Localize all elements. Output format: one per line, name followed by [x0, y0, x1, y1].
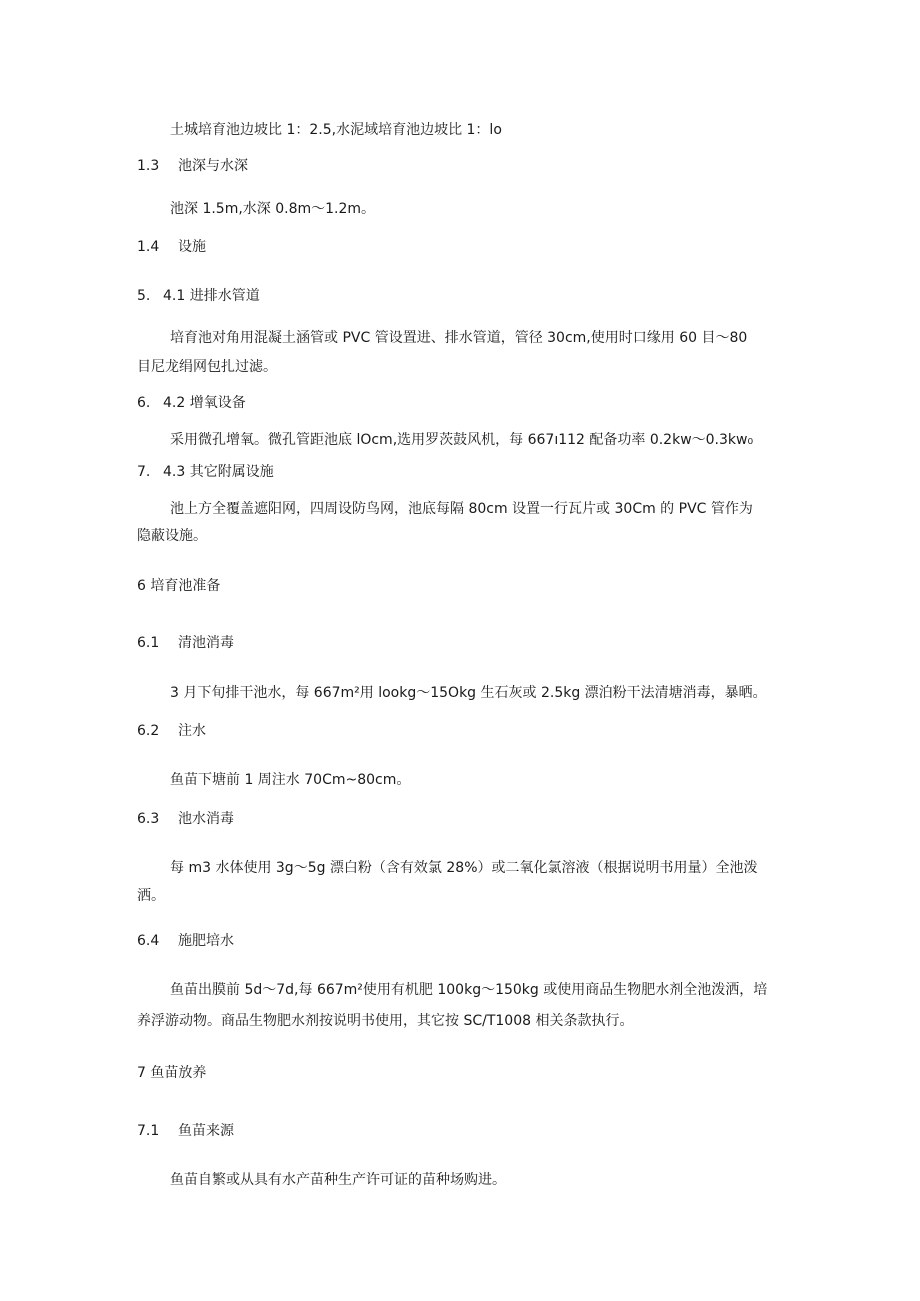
heading-title: 注水: [178, 723, 206, 739]
heading-number: 6.3: [137, 811, 160, 827]
paragraph-aeration: 采用微孔增氧。微孔管距池底 lOcm,选用罗茨鼓风机，每 667ı112 配备功率 0.2kw～0.3kw₀: [170, 432, 754, 448]
heading-title: 清池消毒: [178, 635, 234, 651]
paragraph-clean: 3 月下旬排干池水，每 667m²用 lookg～15Okg 生石灰或 2.5kg 漂泊粉干法清塘消毒，暴晒。: [170, 685, 767, 701]
paragraph-water-in: 鱼苗下塘前 1 周注水 70Cm~80cm。: [170, 772, 411, 788]
section-heading-7: 7 鱼苗放养: [137, 1065, 207, 1081]
heading-title: 鱼苗来源: [178, 1123, 234, 1139]
section-heading-6: 6 培育池准备: [137, 578, 221, 594]
paragraph-disinfect-line2: 洒。: [137, 888, 165, 904]
heading-title: 4.2 增氧设备: [163, 395, 246, 411]
paragraph-pipes-line1: 培育池对角用混凝土涵管或 PVC 管设置进、排水管道，管径 30cm,使用时口缘用 60 目～80: [170, 330, 748, 346]
paragraph-pipes-line2: 目尼龙绢网包扎过滤。: [137, 359, 277, 375]
heading-number: 5.: [137, 288, 151, 304]
paragraph-source: 鱼苗自繁或从具有水产苗种生产许可证的苗种场购进。: [170, 1172, 506, 1188]
heading-number: 7.: [137, 464, 151, 480]
paragraph-slope: 土城培育池边坡比 1：2.5,水泥域培育池边坡比 1：lo: [170, 122, 502, 138]
paragraph-fert-line1: 鱼苗出膜前 5d～7d,每 667m²使用有机肥 100kg～150kg 或使用商品生物肥水剂全池泼洒，培: [170, 982, 768, 998]
heading-number: 6.: [137, 395, 151, 411]
heading-number: 1.3: [137, 158, 160, 174]
heading-number: 6.1: [137, 635, 160, 651]
paragraph-depth: 池深 1.5m,水深 0.8m～1.2m。: [170, 201, 376, 217]
heading-title: 池深与水深: [178, 158, 248, 174]
heading-title: 池水消毒: [178, 811, 234, 827]
heading-number: 6.2: [137, 723, 160, 739]
heading-title: 施肥培水: [178, 933, 234, 949]
heading-title: 4.1 进排水管道: [163, 288, 260, 304]
heading-number: 7.1: [137, 1123, 160, 1139]
paragraph-disinfect-line1: 每 m3 水体使用 3g～5g 漂白粉（含有效氯 28%）或二氧化氯溶液（根据说明书用量）全池泼: [170, 860, 758, 876]
heading-title: 4.3 其它附属设施: [163, 464, 274, 480]
paragraph-other-line1: 池上方全覆盖遮阳网，四周设防鸟网，池底每隔 80cm 设置一行瓦片或 30Cm 的 PVC 管作为: [170, 501, 753, 517]
heading-number: 6.4: [137, 933, 160, 949]
paragraph-fert-line2: 养浮游动物。商品生物肥水剂按说明书使用，其它按 SC/T1008 相关条款执行。: [137, 1013, 634, 1029]
heading-number: 1.4: [137, 239, 160, 255]
heading-title: 设施: [178, 239, 206, 255]
paragraph-other-line2: 隐蔽设施。: [137, 528, 207, 544]
